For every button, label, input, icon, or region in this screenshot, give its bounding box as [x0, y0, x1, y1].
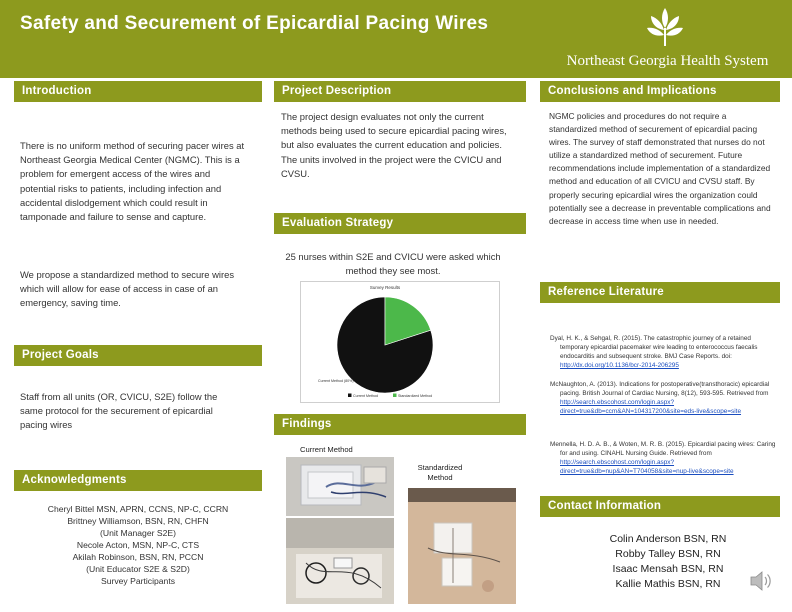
acknowledgment-line: (Unit Educator S2E & S2D) [86, 564, 190, 574]
acknowledgment-line: Akilah Robinson, BSN, RN, PCCN [72, 552, 204, 562]
poster-header [0, 0, 792, 78]
acknowledgments-list [14, 503, 262, 587]
poster-title: Safety and Securement of Epicardial Pacing Wires [20, 13, 489, 34]
acknowledgments-heading: Acknowledgments [14, 470, 262, 491]
current-method-label: Current Method [300, 445, 353, 454]
reference-link[interactable]: http://dx.doi.org/10.1136/bcr-2014-206295 [560, 362, 679, 369]
organization-logo [555, 6, 780, 74]
reference-item-1 [550, 334, 780, 370]
introduction-paragraph-2: We propose a standardized method to secure wires which will allow for ease of access in case of an emergency, saving time. [20, 269, 235, 309]
legend-label: Standardized Method [398, 394, 433, 398]
conclusions-heading: Conclusions and Implications [540, 81, 780, 102]
contact-name: Colin Anderson BSN, RN [609, 533, 727, 545]
contact-name: Isaac Mensah BSN, RN [612, 563, 724, 575]
speaker-icon[interactable] [748, 568, 774, 594]
standardized-method-photo [408, 488, 516, 604]
legend-swatch [393, 394, 397, 398]
reference-item-3 [550, 440, 780, 476]
logo-text: Northeast Georgia Health System [566, 53, 769, 69]
contact-name: Kallie Mathis BSN, RN [615, 578, 721, 590]
reference-literature-heading: Reference Literature [540, 282, 780, 303]
introduction-paragraph-1: There is no uniform method of securing pacer wires at Northeast Georgia Medical Center (NGMC). This is a problem for emergent access of the wires and potential risks to patients, including infection and accidental dislodgement which could result in tamponade and failure to sense and capture. [20, 140, 245, 223]
project-goals-text: Staff from all units (OR, CVICU, S2E) follow the same protocol for the securement of epicardial pacing wires [20, 391, 218, 431]
acknowledgment-line: Survey Participants [100, 576, 176, 586]
acknowledgment-line: Necole Acton, MSN, NP-C, CTS [76, 540, 200, 550]
survey-pie-chart [300, 281, 500, 403]
contact-list [578, 532, 758, 592]
reference-link[interactable]: http://search.ebscohost.com/login.aspx?direct=true&db=nup&AN=T704058&site=nup-live&scope=site [560, 459, 734, 475]
contact-information-heading: Contact Information [540, 496, 780, 517]
current-method-photo-2 [286, 518, 394, 604]
acknowledgment-line: (Unit Manager S2E) [100, 528, 176, 538]
legend-swatch [348, 394, 352, 398]
findings-heading: Findings [274, 414, 526, 435]
reference-text: Dyal, H. K., & Sehgal, R. (2015). The catastrophic journey of a retained temporary epicardial pacemaker wire leading to enterococcus faecalis endocarditis and subsequent stroke. BMJ Case Reports. doi: [550, 335, 758, 360]
reference-link[interactable]: http://search.ebscohost.com/login.aspx?direct=true&db=ccm&AN=104317200&site=eds-live&scope=site [560, 399, 742, 415]
legend-label: Current Method [353, 394, 378, 398]
standardized-method-label: Standardized Method [417, 463, 463, 482]
conclusions-text: NGMC policies and procedures do not require a standardized method of securement of epicardial pacing wires. The survey of staff demonstrated that nurses do not utilize a standardized method of securement. Future recommendations include implementation of a standardized method and education of all CVICU and CVSU staff. By properly securing epicardial wires the organization could potentially see a decrease in preventable complications and decrease in access time when use in needed. [549, 111, 771, 226]
leaf-logo-icon [645, 6, 685, 50]
project-description-heading: Project Description [274, 81, 526, 102]
acknowledgment-line: Cheryl Bittel MSN, APRN, CCNS, NP-C, CCRN [47, 504, 229, 514]
reference-text: McNaughton, A. (2013). Indications for postoperative(transthoracic) epicardial pacing. British Journal of Cardiac Nursing, 8(12), 593-595. Retrieved from [550, 381, 770, 397]
introduction-heading: Introduction [14, 81, 262, 102]
project-description-text: The project design evaluates not only the current methods being used to secure epicardial pacing wires, but also evaluates the current education and policies. The units involved in the project were the CVICU and CVSU. [281, 111, 507, 179]
chart-title: Survey Results [369, 285, 401, 290]
project-goals-heading: Project Goals [14, 345, 262, 366]
evaluation-strategy-text: 25 nurses within S2E and CVICU were asked which method they see most. [285, 251, 501, 277]
current-method-photo-1 [286, 457, 394, 516]
reference-item-2 [550, 380, 780, 416]
reference-text: Mennella, H. D. A. B., & Woten, M. R. B. (2015). Epicardial pacing wires: Caring for and using. CINAHL Nursing Guide. Retrieved from [550, 441, 776, 457]
evaluation-strategy-heading: Evaluation Strategy [274, 213, 526, 234]
acknowledgment-line: Brittney Williamson, BSN, RN, CHFN [67, 516, 209, 526]
pie-slice-label: Current Method (80%) [318, 379, 354, 383]
contact-name: Robby Talley BSN, RN [615, 548, 721, 560]
